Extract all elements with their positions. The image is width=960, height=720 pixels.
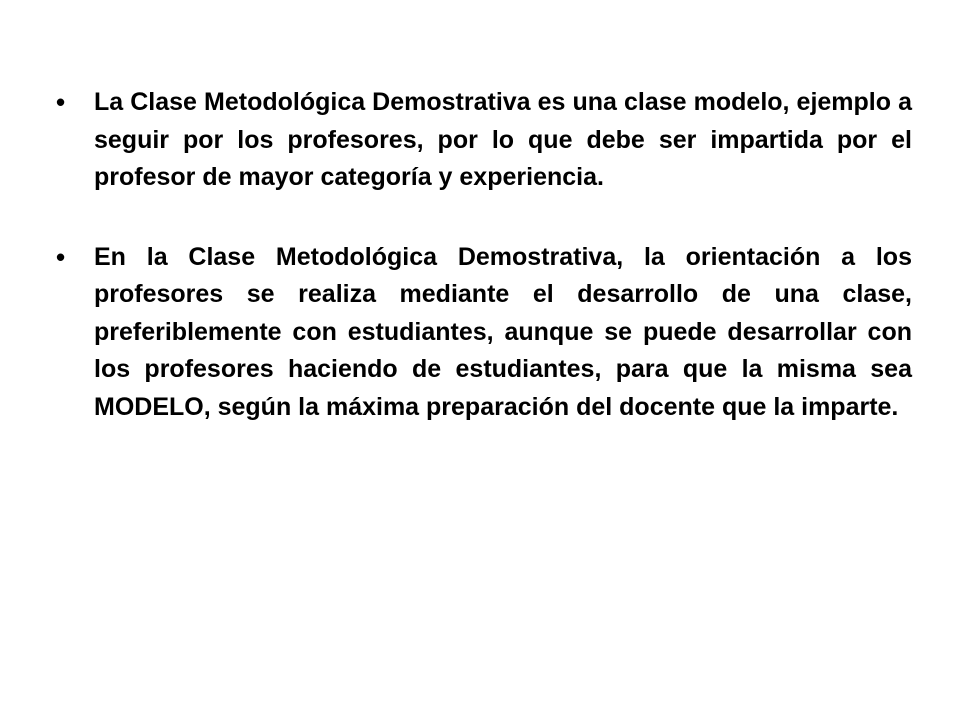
bullet-list bbox=[56, 84, 912, 426]
bullet-dot-icon: • bbox=[56, 87, 66, 117]
bullet-dot-icon: • bbox=[56, 241, 66, 272]
bullet-item bbox=[56, 239, 912, 427]
bullet-text: En la Clase Metodológica Demostrativa, la orientación a los profesores se realiza mediante el desarrollo de una clase, preferiblemente con estudiantes, aunque se puede desarrollar con los profesores haciendo de estudiantes, para que la misma sea MODELO, según la máxima preparación del docente que la imparte. bbox=[94, 242, 912, 421]
bullet-text: La Clase Metodológica Demostrativa es una clase modelo, ejemplo a seguir por los profesores, por lo que debe ser impartida por el profesor de mayor categoría y experiencia. bbox=[94, 88, 912, 191]
bullet-item bbox=[56, 84, 912, 197]
